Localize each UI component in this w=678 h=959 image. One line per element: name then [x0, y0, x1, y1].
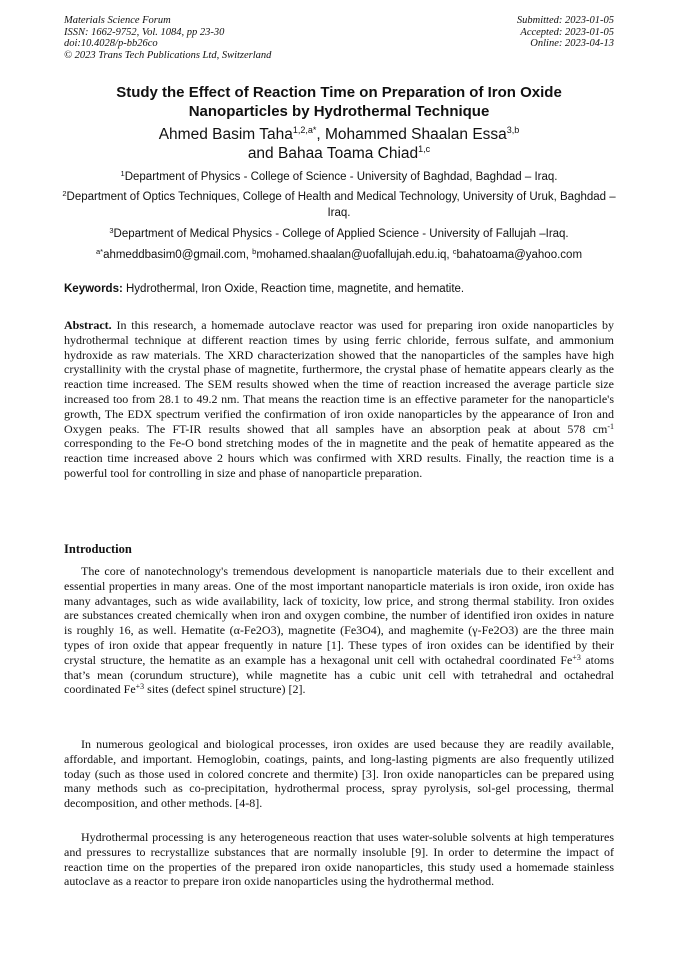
intro-p1-text-c: sites (defect spinel structure) [2]. — [144, 682, 306, 697]
introduction-paragraph-2: In numerous geological and biological processes, iron oxides are used because they are readily available, affordable, and important. Hemoglobin, coatings, paints, and long-lasting pigments are also frequently utilized today (such as those used in colored concrete and thermite) [3]. Iron oxide nanoparticles can be prepared using many methods such as co-precipitation, hydrothermal process, spray pyrolysis, sol-gel processing, thermal decomposition, and other methods. [4-8]. — [64, 737, 614, 811]
email-c-marker: c — [452, 247, 457, 256]
journal-name: Materials Science Forum — [64, 15, 171, 26]
author-conjunction: and — [247, 145, 278, 162]
affiliation-3-text: Department of Medical Physics - College of Applied Science - University of Fallujah –Iraq. — [113, 228, 569, 240]
email-a[interactable]: ahmeddbasim0@gmail.com, — [103, 249, 253, 261]
accepted-date: Accepted: 2023-01-05 — [520, 26, 614, 38]
intro-p1-text-a: The core of nanotechnology's tremendous development is nanoparticle materials due to their excellent and essential properties in many areas. One of the most important nanoparticle materials is iron oxide, iron oxide has many advantages, such as wide availability, lack of toxicity, low price, and strong thermal stability. Iron oxides are substances created chemically when iron and oxygen combine, the number of identified iron oxides in nature is roughly 16, as well. Hematite (α-Fe2O3), magnetite (Fe3O4), and maghemite (γ-Fe2O3) are the three main types of iron oxide that appear frequently in nature [1]. These types of iron oxides can be identified by their crystal structure, the hematite as an example has a hexagonal unit cell with octahedral coordinated Fe — [64, 564, 614, 667]
abstract-superscript: -1 — [607, 421, 614, 431]
affiliation-2-marker: 2 — [62, 189, 67, 198]
author-1-affiliation: 1,2,a* — [292, 125, 317, 135]
introduction-heading: Introduction — [64, 542, 132, 556]
abstract-text-2: corresponding to the Fe-O bond stretching modes of the in magnetite and the peak of hematite appeared as the reaction time increased above 2 hours which was confirmed with XRD results. Finally, the reaction time is a powerful tool for controlling in size and phase of nanoparticle preparation. — [64, 436, 614, 480]
email-b-marker: b — [252, 247, 257, 256]
journal-issn: ISSN: 1662-9752, Vol. 1084, pp 23-30 — [64, 26, 225, 38]
submitted-date: Submitted: 2023-01-05 — [516, 15, 614, 26]
journal-header — [64, 15, 614, 65]
author-emails — [64, 247, 614, 263]
author-3-name: Bahaa Toama Chiad — [277, 145, 419, 162]
journal-doi: doi:10.4028/p-bb26co — [64, 38, 158, 49]
author-2-affiliation: 3,b — [506, 125, 520, 135]
author-separator: , — [316, 126, 325, 143]
email-a-marker: a* — [95, 247, 104, 256]
abstract-text-1: In this research, a homemade autoclave reactor was used for preparing iron oxide nanoparticles by hydrothermal technique at different reaction times by using ferric chloride, ferrous sulfate, and ammonium hydroxide as raw materials. The XRD characterization showed that the nanoparticles of the samples have high crystallinity with the crystal phase of magnetite, furthermore, the crystal phase of hematite appears clearly as the reaction time increased. The SEM results showed when the time of reaction increased the average particle size increased too from 28.1 to 49.2 nm. That means the reaction time is an effective parameter for the nanoparticle's growth, The EDX spectrum verified the confirmation of iron oxide nanoparticles by the appearance of Iron and Oxygen peaks. The FT-IR results showed that all samples have an absorption peak at about 578 cm — [64, 318, 614, 436]
author-2-name: Mohammed Shaalan Essa — [324, 126, 507, 143]
publication-dates — [517, 15, 614, 50]
authors-line-2 — [64, 144, 614, 163]
author-list — [64, 125, 614, 163]
affiliation-1-text: Department of Physics - College of Science - University of Baghdad, Baghdad – Iraq. — [124, 171, 558, 183]
affiliation-1 — [64, 169, 614, 185]
keywords — [64, 282, 614, 296]
authors-line-1 — [64, 125, 614, 144]
introduction-paragraph-1 — [64, 564, 614, 697]
author-3-affiliation: 1,c — [418, 144, 431, 154]
author-1-name: Ahmed Basim Taha — [158, 126, 293, 143]
keywords-text: Hydrothermal, Iron Oxide, Reaction time, magnetite, and hematite. — [122, 283, 465, 295]
affiliation-3-marker: 3 — [109, 226, 114, 235]
email-b[interactable]: mohamed.shaalan@uofallujah.edu.iq, — [256, 249, 453, 261]
affiliation-3 — [64, 226, 614, 242]
affiliation-2 — [62, 189, 616, 221]
email-c[interactable]: bahatoama@yahoo.com — [456, 249, 583, 261]
journal-copyright: © 2023 Trans Tech Publications Ltd, Switzerland — [64, 49, 272, 61]
journal-info — [64, 15, 271, 61]
affiliation-1-marker: 1 — [120, 169, 125, 178]
intro-p1-superscript-2: +3 — [135, 682, 145, 692]
online-date: Online: 2023-04-13 — [530, 38, 614, 49]
title-line-2: Nanoparticles by Hydrothermal Technique — [188, 103, 490, 120]
affiliation-2-text: Department of Optics Techniques, College of Health and Medical Technology, University of Uruk, Baghdad – Iraq. — [66, 191, 616, 219]
abstract — [64, 318, 614, 481]
title-line-1: Study the Effect of Reaction Time on Preparation of Iron Oxide — [116, 84, 562, 101]
intro-p1-text-b: atoms that’s mean (corundum structure), while magnetite has a cubic unit cell with tetrahedral and octahedral coordinated Fe — [64, 652, 614, 697]
introduction-paragraph-3: Hydrothermal processing is any heterogeneous reaction that uses water-soluble solvents at high temperatures and pressures to recrystallize substances that are normally insoluble [9]. In order to determine the impact of reaction time on the properties of the prepared iron oxide nanoparticles, this study used a homemade stainless autoclave as a reactor to prepare iron oxide nanoparticles using the hydrothermal method. — [64, 830, 614, 889]
intro-p1-superscript-1: +3 — [572, 652, 581, 662]
keywords-label: Keywords: — [64, 283, 123, 295]
abstract-label: Abstract. — [64, 318, 112, 332]
paper-title — [64, 83, 614, 121]
